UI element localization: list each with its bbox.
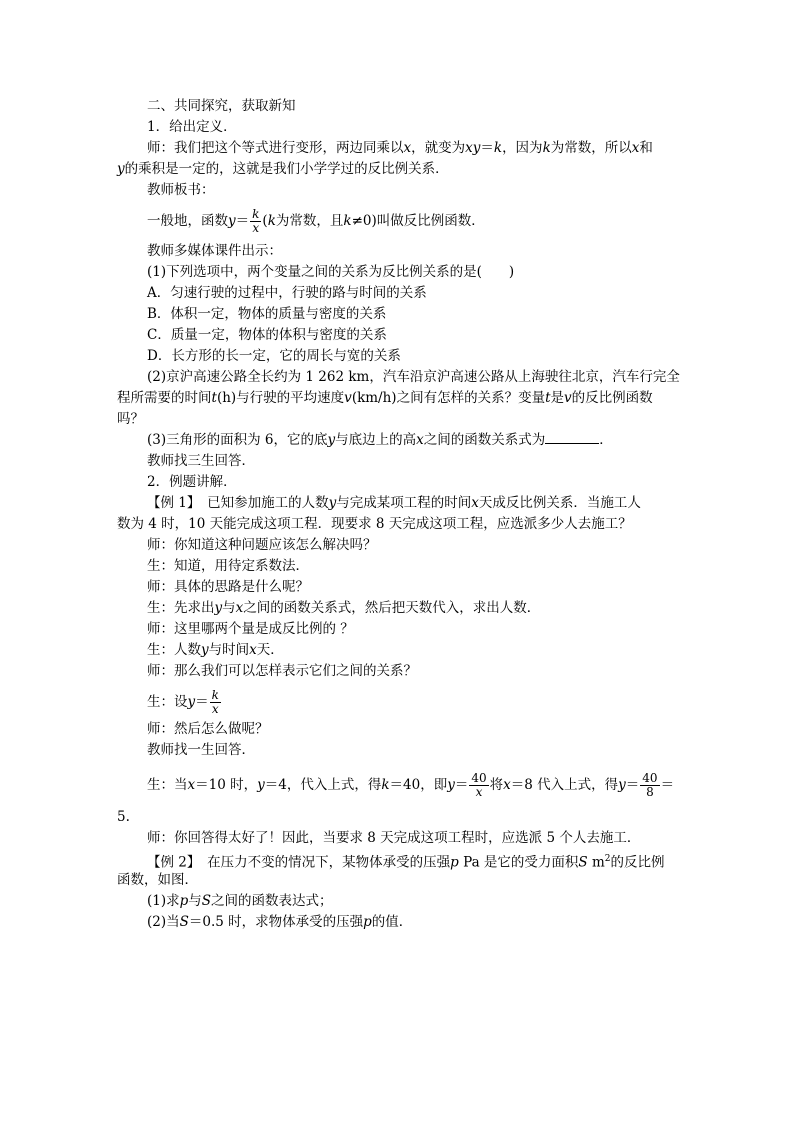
definition: 一般地，函数y＝ $\frac{k}{x}$ (k为常数，且k≠0)叫做反比例函数． xyxy=(147,207,485,235)
option-c: C．质量一定，物体的体积与密度的关系 xyxy=(147,327,387,343)
option-b: B．体积一定，物体的质量与密度的关系 xyxy=(147,306,387,322)
dialogue-12: 师：你回答得太好了！因此，当要求 8 天完成这项工程时，应选派 5 个人去施工． xyxy=(147,830,641,846)
fraction-40-over-x: $\frac{40}{x}$ xyxy=(471,771,487,799)
example-1: 【例 1】 已知参加施工的人数y与完成某项工程的时间x天成反比例关系．当施工人 xyxy=(147,495,641,511)
example-1-cont: 数为 4 时，10 天能完成这项工程．现要求 8 天完成这项工程，应选派多少人去施工？ xyxy=(117,516,632,532)
dialogue-10: 教师找一生回答． xyxy=(147,742,255,758)
question-2-end: 吗？ xyxy=(117,411,144,427)
dialogue-11: 生：当x＝10 时，y＝4，代入上式，得k＝40，即y＝ $\frac{40}{x}$ 将x＝8 代入上式，得y＝ $\frac{40}{8}$ ＝ xyxy=(147,771,675,799)
option-d: D．长方形的长一定，它的周长与宽的关系 xyxy=(147,348,401,364)
dialogue-7: 师：那么我们可以怎样表示它们之间的关系？ xyxy=(147,663,417,679)
dialogue-4: 生：先求出y与x之间的函数关系式，然后把天数代入，求出人数． xyxy=(147,600,541,616)
heading-examples: 2．例题讲解． xyxy=(147,474,237,490)
board-label: 教师板书： xyxy=(147,182,215,198)
answer-3: 教师找三生回答． xyxy=(147,453,255,469)
dialogue-8: 生：设y＝ $\frac{k}{x}$ xyxy=(147,688,219,716)
dialogue-1: 师：你知道这种问题应该怎么解决吗？ xyxy=(147,537,377,553)
dialogue-9: 师：然后怎么做呢？ xyxy=(147,721,269,737)
heading-definition: 1．给出定义． xyxy=(147,119,237,135)
dialogue-6: 生：人数y与时间x天． xyxy=(147,642,284,658)
dialogue-3: 师：具体的思路是什么呢？ xyxy=(147,579,309,595)
example-2-cont: 函数，如图． xyxy=(117,872,198,888)
question-3: (3)三角形的面积为 6，它的底y与底边上的高x之间的函数关系式为 ． xyxy=(147,432,613,448)
option-a: A．匀速行驶的过程中，行驶的路与时间的关系 xyxy=(147,285,427,301)
example-2: 【例 2】 在压力不变的情况下，某物体承受的压强p Pa 是它的受力面积S $m^2$的反比例 xyxy=(147,854,665,871)
subquestion-1: (1)求p与S之间的函数表达式； xyxy=(147,893,333,909)
dialogue-5: 师：这里哪两个量是成反比例的 ？ xyxy=(147,621,354,637)
dialogue-2: 生：知道，用待定系数法． xyxy=(147,558,309,574)
result-five: 5. xyxy=(117,809,130,825)
paragraph-teacher: 师：我们把这个等式进行变形，两边同乘以x，就变为xy＝k，因为k为常数，所以x和 xyxy=(147,140,653,156)
multimedia-label: 教师多媒体课件出示： xyxy=(147,243,282,259)
fraction-k-over-x: $\frac{k}{x}$ xyxy=(252,207,260,235)
question-1: (1)下列选项中，两个变量之间的关系为反比例关系的是( ) xyxy=(147,264,515,280)
answer-blank xyxy=(545,431,599,444)
fraction-40-over-8: $\frac{40}{8}$ xyxy=(642,771,658,799)
question-2-cont: 程所需要的时间t(h)与行驶的平均速度v(km/h)之间有怎样的关系？变量t是v的反比例函数 xyxy=(117,390,653,406)
subquestion-2: (2)当S＝0.5 时，求物体承受的压强p的值． xyxy=(147,914,413,930)
question-2: (2)京沪高速公路全长约为 1 262 km，汽车沿京沪高速公路从上海驶往北京，汽车行完全 xyxy=(147,369,680,385)
section-title: 二、共同探究，获取新知 xyxy=(147,98,296,114)
paragraph-teacher-cont: y的乘积是一定的，这就是我们小学学过的反比例关系． xyxy=(117,161,449,177)
fraction-k-over-x: $\frac{k}{x}$ xyxy=(211,688,219,716)
